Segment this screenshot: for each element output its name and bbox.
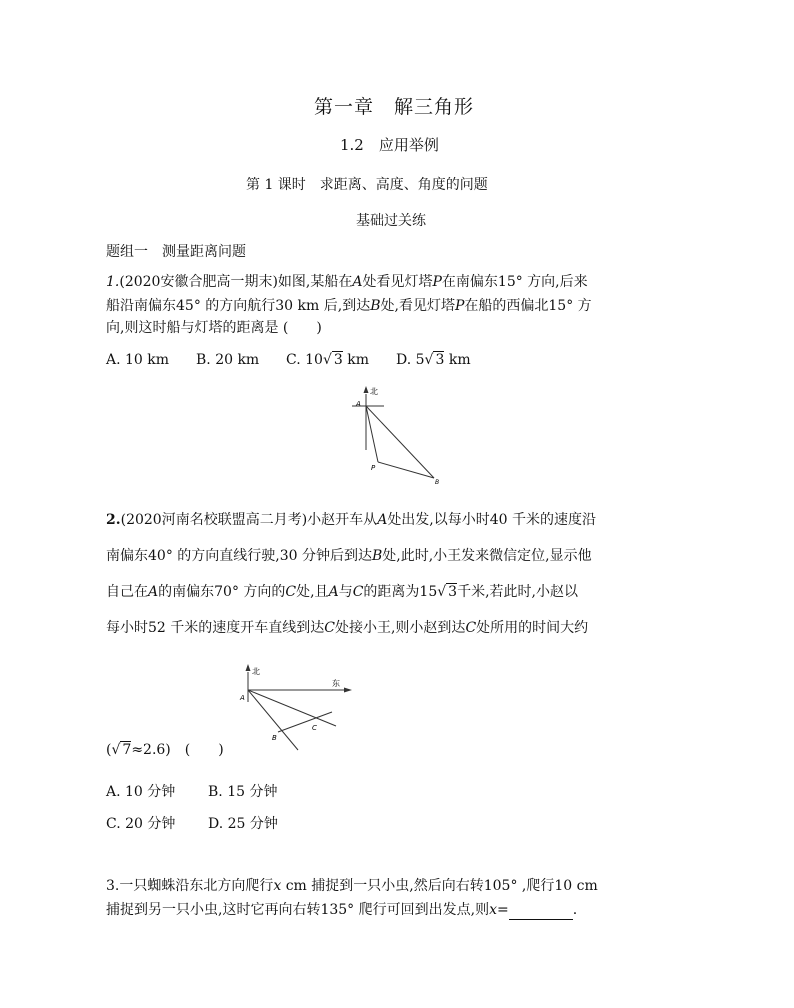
q3-text: . [572, 902, 578, 918]
q2-north-arrow [246, 664, 251, 671]
q1-line2 [106, 296, 592, 316]
q1-option-a[interactable]: A. 10 km [106, 352, 170, 368]
q3-text: 一只蜘蛛沿东北方向爬行 [119, 878, 274, 894]
q2-radicand: 3 [448, 584, 458, 600]
q2-text: 处,此时,小王发来微信定位,显示他 [382, 548, 592, 564]
q1-label-p: P [371, 464, 376, 472]
q2-text: (2020河南名校联盟高二月考)小赵开车从 [120, 512, 378, 528]
q2-label-b: B [272, 734, 277, 742]
q2-text: 处所用的时间大约 [476, 620, 589, 636]
q2-label-a: A [240, 694, 245, 702]
q3-line1 [106, 876, 598, 896]
radical-sign: √ [424, 352, 434, 368]
q1-ab-line [366, 406, 434, 478]
q1-var: P [454, 298, 465, 314]
q2-text: 每小时52 千米的速度开车直线到达 [106, 620, 325, 636]
radical-sign: √ [111, 742, 121, 758]
q1-figure [340, 380, 450, 488]
q1-option-c-post: km [342, 352, 369, 368]
q3-text: cm 捕捉到一只小虫,然后向右转105° ,爬行10 cm [281, 878, 598, 894]
q1-text: 处看见灯塔 [362, 274, 433, 290]
q2-text: 南偏东40° 的方向直线行驶,30 分钟后到达 [106, 548, 372, 564]
q1-text: 在船的西偏北15° 方 [464, 298, 592, 314]
q2-text: 处,且 [296, 584, 329, 600]
q2-approx [106, 740, 224, 760]
q2-north-label: 北 [252, 667, 260, 676]
radical-sign: √ [322, 352, 332, 368]
q2-var: C [352, 584, 364, 600]
q2-var: C [465, 620, 477, 636]
q2-approx-post: ≈2.6) ( ) [131, 742, 224, 758]
q2-text: 处出发,以每小时40 千米的速度沿 [387, 512, 597, 528]
q2-option-c[interactable]: C. 20 分钟 [106, 816, 176, 832]
q2-text: 的南偏东70° 方向的 [158, 584, 286, 600]
q1-var: A [352, 274, 363, 290]
q2-ac-line [248, 690, 336, 726]
q1-option-c[interactable] [286, 350, 369, 370]
q1-option-c-pre: C. 10 [286, 352, 323, 368]
q2-option-d[interactable]: D. 25 分钟 [208, 816, 278, 832]
q2-line1 [106, 510, 596, 530]
q1-line3: 向,则这时船与灯塔的距离是 ( ) [106, 320, 322, 336]
q1-option-d[interactable] [396, 350, 471, 370]
q2-option-b[interactable]: B. 15 分钟 [208, 784, 278, 800]
q2-text: 自己在 [106, 584, 148, 600]
q1-option-d-radicand: 3 [435, 352, 445, 368]
q1-label-a: A [356, 400, 361, 408]
q3-text: 捕捉到另一只小虫,这时它再向右转135° 爬行可回到出发点,则 [106, 902, 490, 918]
q1-label-b: B [435, 479, 440, 486]
q2-figure [232, 660, 362, 754]
q2-east-label: 东 [332, 679, 340, 688]
q1-var: B [370, 298, 381, 314]
q1-option-c-radicand: 3 [333, 352, 343, 368]
q2-approx-pre: ( [106, 742, 112, 758]
q1-north-arrow [364, 386, 369, 393]
q1-text: 船沿南偏东45° 的方向航行30 km 后,到达 [106, 298, 371, 314]
lesson-title: 第 1 课时 求距离、高度、角度的问题 [246, 177, 488, 193]
q1-option-d-pre: D. 5 [396, 352, 425, 368]
q2-line3 [106, 582, 578, 602]
q2-var: A [328, 584, 339, 600]
q2-var: C [285, 584, 297, 600]
q2-var: A [377, 512, 388, 528]
q3-var: x [489, 902, 497, 918]
q2-east-arrow [344, 688, 352, 693]
q2-var: C [324, 620, 335, 636]
q1-number: 1. [106, 274, 120, 290]
q2-var: B [371, 548, 383, 564]
q1-var: P [432, 274, 442, 290]
q2-text: 处接小王,则小赵到达 [334, 620, 466, 636]
q2-approx-radicand: 7 [122, 742, 132, 758]
q3-var: x [273, 878, 282, 894]
q1-option-b[interactable]: B. 20 km [196, 352, 260, 368]
q3-text: = [496, 902, 509, 918]
q2-var: A [148, 584, 159, 600]
q2-text: 千米,若此时,小赵以 [457, 584, 578, 600]
q3-line2 [106, 900, 577, 920]
q2-bc-line [278, 712, 332, 732]
q2-text: 的距离为15 [363, 584, 438, 600]
q3-answer-blank[interactable] [509, 905, 573, 920]
q1-pb-line [378, 462, 434, 478]
q1-north-label: 北 [370, 387, 378, 396]
practice-title: 基础过关练 [356, 213, 426, 229]
q1-ap-line [366, 406, 378, 462]
group-title: 题组一 测量距离问题 [106, 244, 246, 260]
q1-text: (2020安徽合肥高一期末)如图,某船在 [119, 274, 353, 290]
q2-number: 2. [106, 512, 121, 528]
section-title: 1.2 应用举例 [340, 136, 439, 154]
chapter-title: 第一章 解三角形 [314, 96, 475, 118]
q2-line2 [106, 546, 592, 566]
q1-text: 处,看见灯塔 [380, 298, 455, 314]
radical-sign: √ [437, 584, 447, 600]
q1-option-d-post: km [444, 352, 471, 368]
q2-option-a[interactable]: A. 10 分钟 [106, 784, 176, 800]
q3-number: 3. [106, 878, 120, 894]
q1-line1 [106, 272, 588, 292]
q2-line4 [106, 618, 588, 638]
q1-text: 在南偏东15° 方向,后来 [441, 274, 588, 290]
q2-text: 与 [338, 584, 353, 600]
q2-label-c: C [312, 724, 317, 732]
